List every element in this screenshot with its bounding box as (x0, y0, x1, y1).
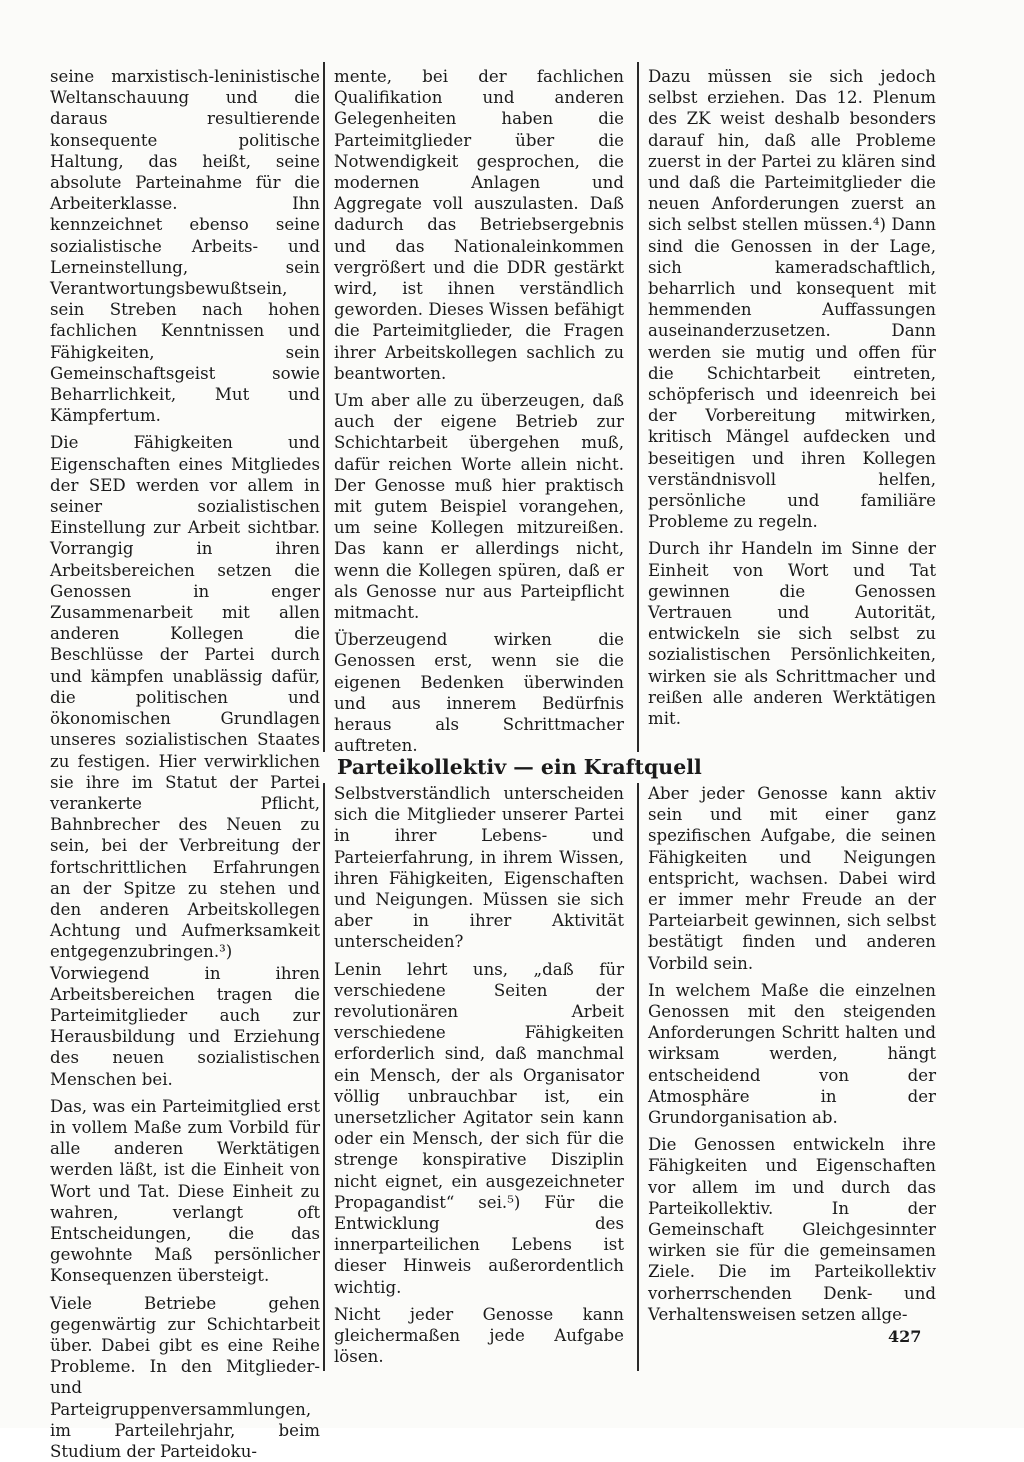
paragraph: Selbstverständlich unterscheiden sich die Mitglieder unserer Partei in ihrer Lebens- und Parteierfahrung, in ihrem Wissen, ihren Fähigkeiten, Eigenschaften und Neigungen. Müssen sie sich aber in ihrer Aktivität unterscheiden? (334, 784, 624, 952)
column-divider (323, 783, 325, 1371)
text-column-middle (334, 66, 624, 757)
text-column-right (648, 66, 936, 729)
paragraph: Viele Betriebe gehen gegenwärtig zur Schichtarbeit über. Dabei gibt es eine Reihe Probleme. In den Mitglieder- und Parteigruppenversammlungen, im Parteilehrjahr, beim Studium der Parteidoku- (50, 1293, 320, 1461)
paragraph: Nicht jeder Genosse kann gleichermaßen jede Aufgabe lösen. (334, 1304, 624, 1367)
paragraph: Durch ihr Handeln im Sinne der Einheit von Wort und Tat gewinnen die Genossen Vertrauen und Autorität, entwickeln sie sich selbst zu sozialistischen Persönlichkeiten, wirken sie als Schrittmacher und reißen alle anderen Werktätigen mit. (648, 539, 936, 729)
text-column-right-lower (648, 783, 936, 1325)
paragraph: Die Fähigkeiten und Eigenschaften eines Mitgliedes der SED werden vor allem in seiner sozialistischen Einstellung zur Arbeit sichtbar. Vorrangig in ihren Arbeitsbereichen setzen die Genossen in enger Zusammenarbeit mit allen anderen Kollegen die Beschlüsse der Partei durch und kämpfen unablässig dafür, die politischen und ökonomischen Grundlagen unseres sozialistischen Staates zu festigen. Hier verwirklichen sie ihre im Statut der Partei verankerte Pflicht, Bahnbrecher des Neuen zu sein, bei der Verbreitung der fortschrittlichen Erfahrungen an der Spitze zu stehen und den anderen Arbeitskollegen Achtung und Aufmerksamkeit entgegenzubringen.³) Vorwiegend in ihren Arbeitsbereichen tragen die Parteimitglieder auch zur Herausbildung und Erziehung des neuen sozialistischen Menschen bei. (50, 433, 320, 1089)
paragraph: Um aber alle zu überzeugen, daß auch der eigene Betrieb zur Schichtarbeit übergehen muß, dafür reichen Worte allein nicht. Der Genosse muß hier praktisch mit gutem Beispiel vorangehen, um seine Kollegen mitzureißen. Das kann er allerdings nicht, wenn die Kollegen spüren, daß er als Genosse nur aus Parteipflicht mitmacht. (334, 391, 624, 623)
paragraph: Dazu müssen sie sich jedoch selbst erziehen. Das 12. Plenum des ZK weist deshalb besonders darauf hin, daß alle Probleme zuerst in der Partei zu klären sind und daß die Parteimitglieder die neuen Anforderungen zuerst an sich selbst stellen müssen.⁴) Dann sind die Genossen in der Lage, sich kameradschaftlich, beharrlich und konsequent mit hemmenden Auffassungen auseinanderzusetzen. Dann werden sie mutig und offen für die Schichtarbeit eintreten, schöpferisch und ideenreich bei der Vorbereitung mitwirken, kritisch Mängel aufdecken und beseitigen und ihren Kollegen verständnisvoll helfen, persönliche und familiäre Probleme zu regeln. (648, 67, 936, 532)
paragraph: seine marxistisch-leninistische Weltanschauung und die daraus resultierende konsequente politische Haltung, das heißt, seine absolute Parteinahme für die Arbeiterklasse. Ihn kennzeichnet ebenso seine sozialistische Arbeits- und Lerneinstellung, sein Verantwortungsbewußtsein, sein Streben nach hohen fachlichen Kenntnissen und Fähigkeiten, sein Gemeinschaftsgeist sowie Beharrlichkeit, Mut und Kämpfertum. (50, 67, 320, 426)
page-number: 427 (888, 1327, 922, 1346)
text-column-middle-lower (334, 783, 624, 1367)
paragraph: Die Genossen entwickeln ihre Fähigkeiten und Eigenschaften vor allem im und durch das Parteikollektiv. In der Gemeinschaft Gleichgesinnter wirken sie für die gemeinsamen Ziele. Die im Parteikollektiv vorherrschenden Denk- und Verhaltensweisen setzen allge- (648, 1135, 936, 1324)
text-column-left (50, 66, 320, 1462)
column-divider (637, 783, 639, 1371)
paragraph: mente, bei der fachlichen Qualifikation und anderen Gelegenheiten haben die Parteimitglieder über die Notwendigkeit gesprochen, die modernen Anlagen und Aggregate voll auszulasten. Daß dadurch das Betriebsergebnis und das Nationaleinkommen vergrößert und die DDR gestärkt wird, ist ihnen verständlich geworden. Dieses Wissen befähigt die Parteimitglieder, die Fragen ihrer Arbeitskollegen sachlich zu beantworten. (334, 67, 624, 383)
paragraph: Aber jeder Genosse kann aktiv sein und mit einer ganz spezifischen Aufgabe, die seinen Fähigkeiten und Neigungen entspricht, wachsen. Dabei wird er immer mehr Freude an der Parteiarbeit gewinnen, sich selbst bestätigt finden und anderen Vorbild sein. (648, 784, 936, 973)
paragraph: Überzeugend wirken die Genossen erst, wenn sie die eigenen Bedenken überwinden und aus innerem Bedürfnis heraus als Schrittmacher auftreten. (334, 630, 624, 756)
paragraph: Das, was ein Parteimitglied erst in vollem Maße zum Vorbild für alle anderen Werktätigen werden läßt, ist die Einheit von Wort und Tat. Diese Einheit zu wahren, verlangt oft Entscheidungen, die das gewohnte Maß persönlicher Konsequenzen übersteigt. (50, 1096, 320, 1286)
column-divider (323, 62, 325, 752)
section-heading: Parteikollektiv — ein Kraftquell (337, 755, 702, 779)
column-divider (637, 62, 639, 752)
paragraph: Lenin lehrt uns, „daß für verschiedene Seiten der revolutionären Arbeit verschiedene Fähigkeiten erforderlich sind, daß manchmal ein Mensch, der als Organisator völlig unbrauchbar ist, ein unersetzlicher Agitator sein kann oder ein Mensch, der sich für die strenge konspirative Disziplin nicht eignet, ein ausgezeichneter Propagandist“ sei.⁵) Für die Entwicklung des innerparteilichen Lebens ist dieser Hinweis außerordentlich wichtig. (334, 959, 624, 1297)
paragraph: In welchem Maße die einzelnen Genossen mit den steigenden Anforderungen Schritt halten und wirksam werden, hängt entscheidend von der Atmosphäre in der Grundorganisation ab. (648, 980, 936, 1128)
